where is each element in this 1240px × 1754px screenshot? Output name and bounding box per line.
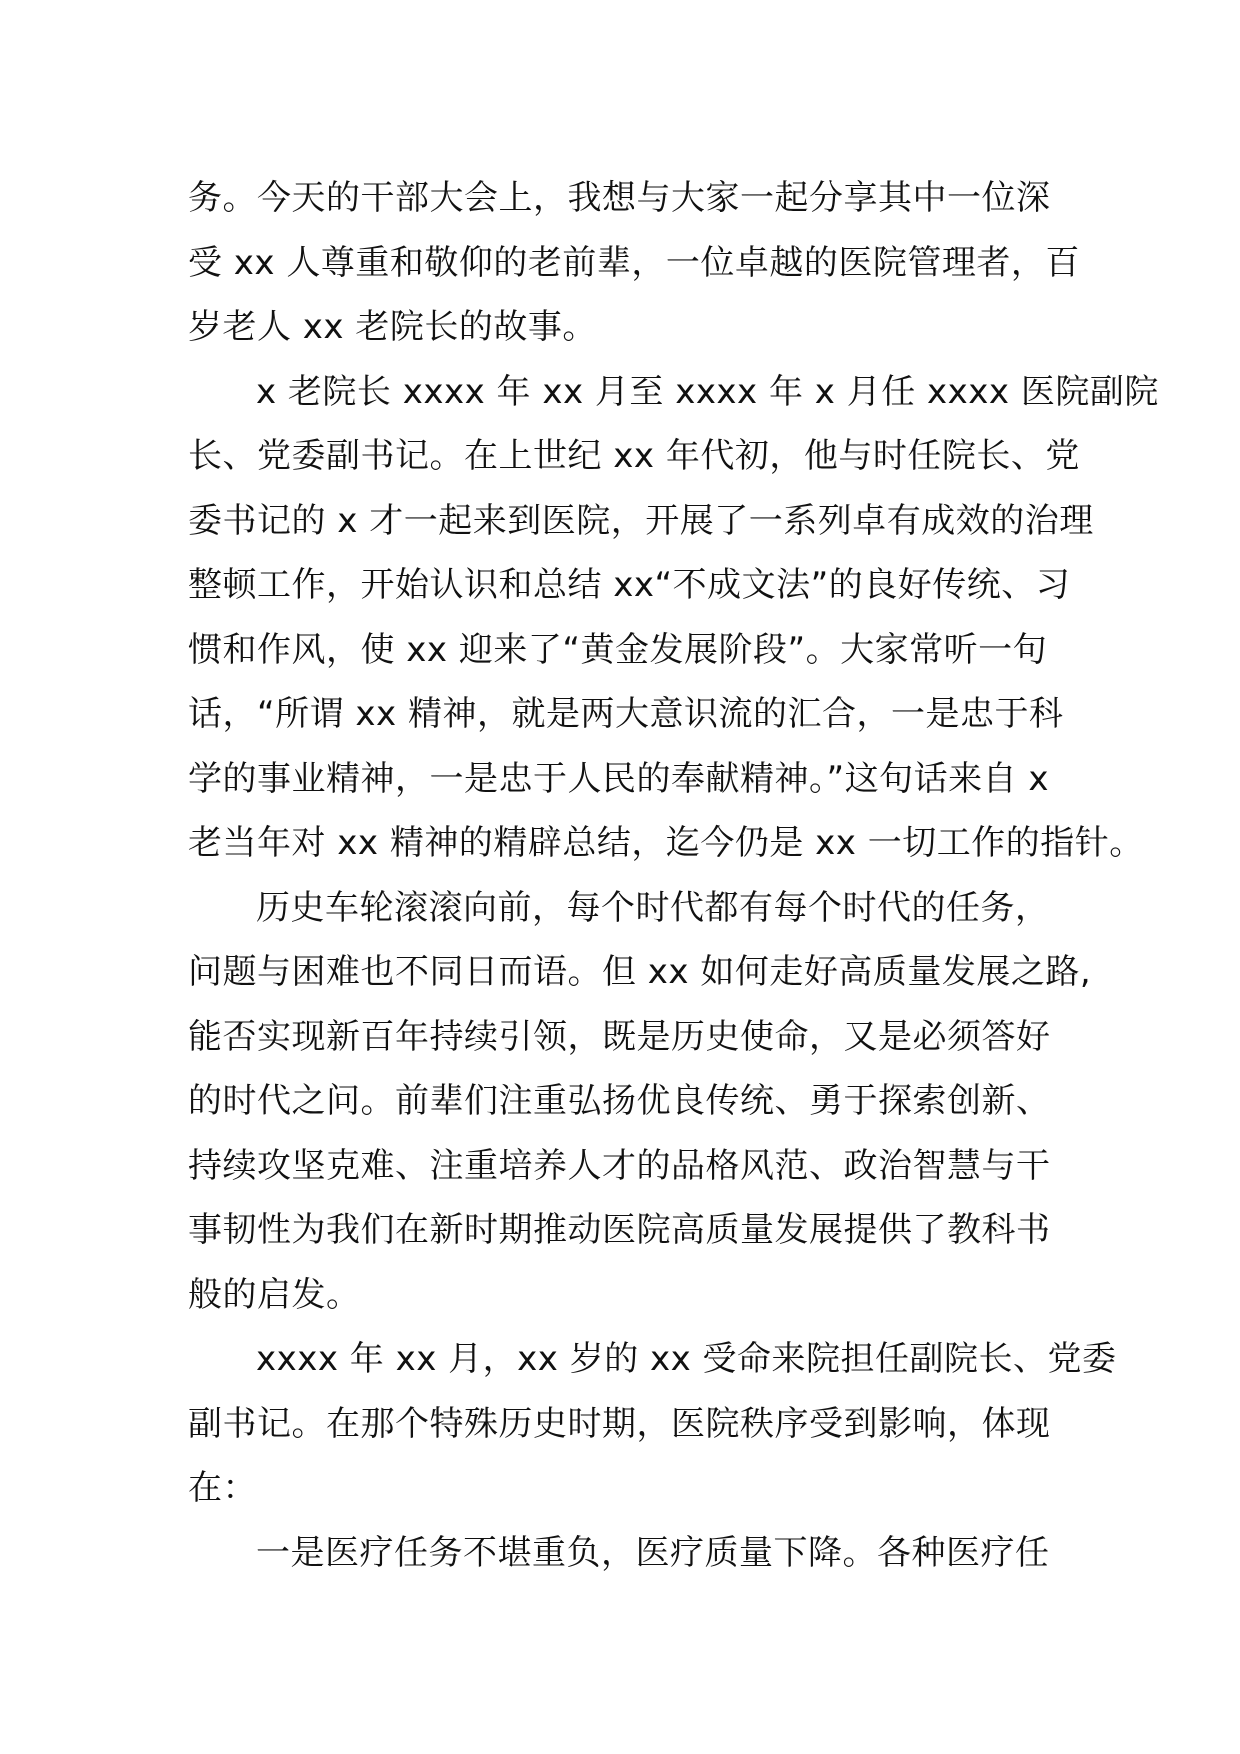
text-line: 事韧性为我们在新时期推动医院高质量发展提供了教科书 (188, 1210, 1051, 1250)
text-line: 委书记的 x 才一起来到医院，开展了一系列卓有成效的治理 (188, 500, 1094, 541)
paragraph (188, 1521, 1058, 1586)
text-line: 学的事业精神，一是忠于人民的奉献精神。”这句话来自 x (188, 758, 1050, 799)
text-line: 整顿工作，开始认识和总结 xx“不成文法”的良好传统、习 (188, 565, 1071, 605)
text-line: 受 xx 人尊重和敬仰的老前辈，一位卓越的医院管理者，百 (188, 242, 1080, 283)
document-page (188, 166, 1159, 1585)
text-line: 务。今天的干部大会上，我想与大家一起分享其中一位深 (188, 178, 1051, 218)
paragraph (188, 166, 1080, 360)
text-line: xxxx 年 xx 月，xx 岁的 xx 受命来院担任副院长、党委 (256, 1339, 1117, 1379)
text-line: 话，“所谓 xx 精神，就是两大意识流的汇合，一是忠于科 (188, 694, 1064, 734)
paragraph (188, 876, 1092, 1328)
text-line: 长、党委副书记。在上世纪 xx 年代初，他与时任院长、党 (188, 436, 1080, 476)
text-line: 持续攻坚克难、注重培养人才的品格风范、政治智慧与干 (188, 1145, 1051, 1186)
text-line: 惯和作风，使 xx 迎来了“黄金发展阶段”。大家常听一句 (188, 629, 1048, 670)
text-line: x 老院长 xxxx 年 xx 月至 xxxx 年 x 月任 xxxx 医院副院 (256, 371, 1159, 412)
text-line: 的时代之问。前辈们注重弘扬优良传统、勇于探索创新、 (188, 1081, 1051, 1121)
text-line: 历史车轮滚滚向前，每个时代都有每个时代的任务， (256, 887, 1050, 928)
paragraph (188, 1327, 1117, 1521)
text-line: 在： (188, 1468, 257, 1508)
paragraph (188, 360, 1159, 876)
text-line: 能否实现新百年持续引领，既是历史使命，又是必须答好 (188, 1016, 1051, 1057)
text-line: 副书记。在那个特殊历史时期，医院秩序受到影响，体现 (188, 1403, 1051, 1444)
text-line: 老当年对 xx 精神的精辟总结，迄今仍是 xx 一切工作的指针。 (188, 823, 1144, 863)
text-line: 岁老人 xx 老院长的故事。 (188, 307, 597, 347)
text-line: 问题与困难也不同日而语。但 xx 如何走好高质量发展之路, (188, 952, 1092, 992)
text-line: 一是医疗任务不堪重负，医疗质量下降。各种医疗任 (256, 1532, 1050, 1573)
text-line: 般的启发。 (188, 1274, 361, 1315)
